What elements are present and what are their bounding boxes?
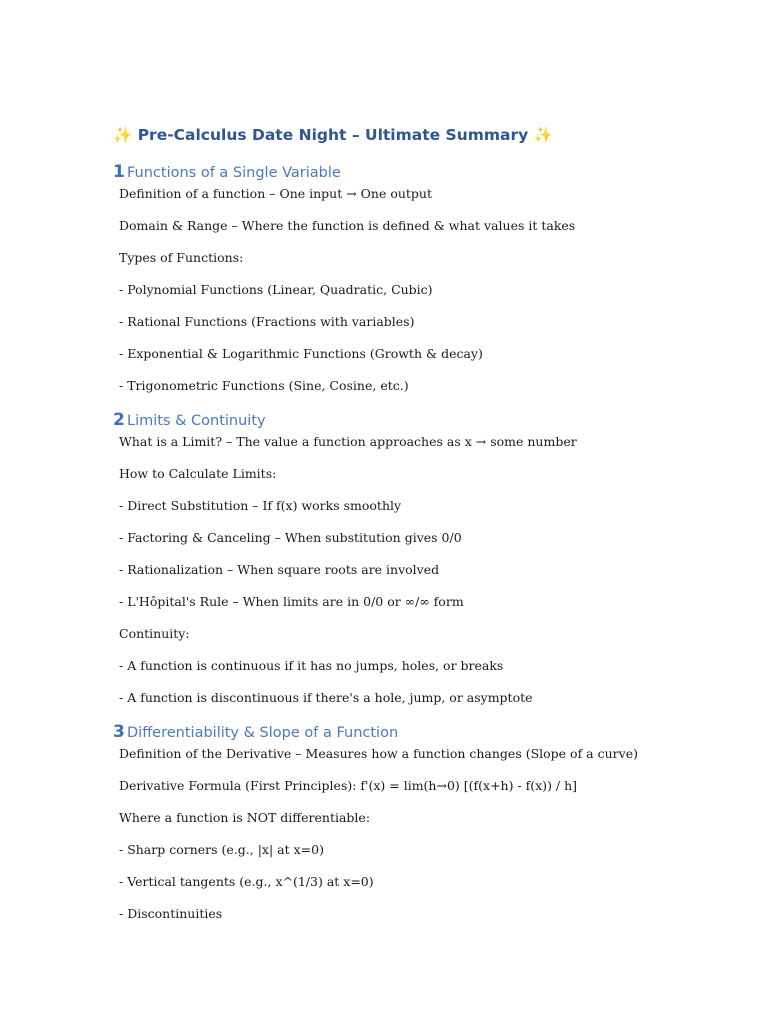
section-heading-functions <box>113 162 341 182</box>
section-heading-text: Functions of a Single Variable <box>127 165 341 181</box>
paragraph: Domain & Range – Where the function is defined & what values it takes <box>119 218 576 233</box>
paragraph: What is a Limit? – The value a function approaches as x → some number <box>119 434 577 449</box>
list-item: - Exponential & Logarithmic Functions (Growth & decay) <box>119 346 483 361</box>
section-heading-text: Differentiability & Slope of a Function <box>127 725 399 741</box>
paragraph: Derivative Formula (First Principles): f'(x) = lim(h→0) [(f(x+h) - f(x)) / h] <box>119 778 578 793</box>
paragraph: Continuity: <box>119 626 190 641</box>
section-heading-limits <box>113 410 266 430</box>
paragraph: Definition of the Derivative – Measures how a function changes (Slope of a curve) <box>119 746 638 761</box>
list-item: - A function is continuous if it has no jumps, holes, or breaks <box>119 658 504 673</box>
list-item: - Discontinuities <box>119 906 223 921</box>
paragraph: Definition of a function – One input → One output <box>119 186 433 201</box>
list-item: - Rational Functions (Fractions with variables) <box>119 314 415 329</box>
list-item: - Direct Substitution – If f(x) works smoothly <box>119 498 402 513</box>
list-item: - L'Hôpital's Rule – When limits are in 0/0 or ∞/∞ form <box>119 594 464 609</box>
list-item: - Polynomial Functions (Linear, Quadratic, Cubic) <box>119 282 433 297</box>
list-item: - A function is discontinuous if there's a hole, jump, or asymptote <box>119 690 533 705</box>
list-item: - Trigonometric Functions (Sine, Cosine, etc.) <box>119 378 409 393</box>
page-title: ✨ Pre-Calculus Date Night – Ultimate Summary ✨ <box>113 126 553 144</box>
paragraph: Types of Functions: <box>119 250 244 265</box>
list-item: - Factoring & Canceling – When substitution gives 0/0 <box>119 530 462 545</box>
list-item: - Rationalization – When square roots are involved <box>119 562 440 577</box>
section-heading-text: Limits & Continuity <box>127 413 266 429</box>
paragraph: How to Calculate Limits: <box>119 466 277 481</box>
section-heading-differentiability <box>113 722 398 742</box>
section-number: 1 <box>113 162 125 182</box>
section-number: 3 <box>113 722 125 742</box>
list-item: - Sharp corners (e.g., |x| at x=0) <box>119 842 324 857</box>
section-number: 2 <box>113 410 125 430</box>
list-item: - Vertical tangents (e.g., x^(1/3) at x=0) <box>119 874 374 889</box>
paragraph: Where a function is NOT differentiable: <box>119 810 371 825</box>
